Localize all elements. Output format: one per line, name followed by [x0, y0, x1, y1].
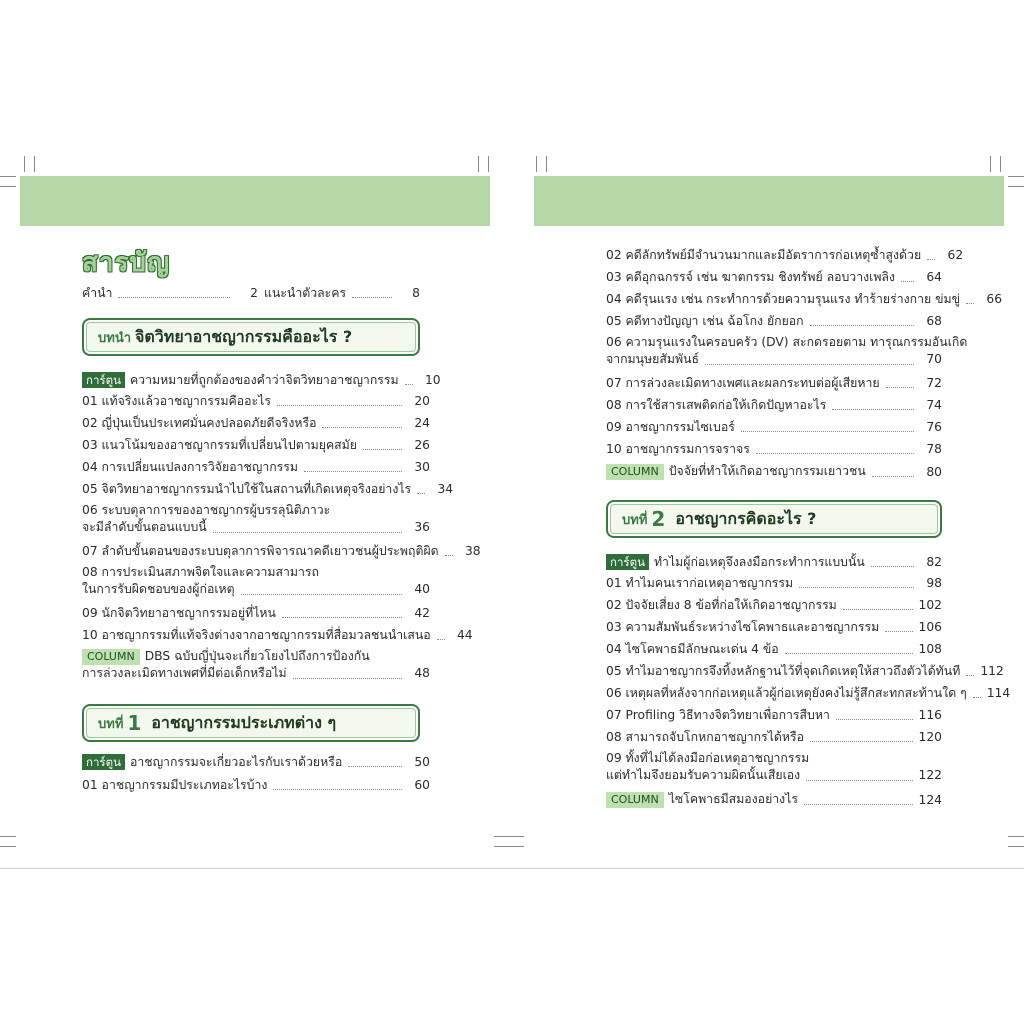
dot-leader: [705, 364, 914, 365]
toc-page: 48: [414, 666, 430, 680]
toc-label-continued: ในการรับผิดชอบของผู้ก่อเหตุ: [82, 582, 235, 596]
toc-label: 01 ทำไมคนเราก่อเหตุอาชญากรรม: [606, 576, 794, 590]
dot-leader: [304, 471, 402, 472]
toc-page: 2: [250, 286, 258, 300]
chapter-title: จิตวิทยาอาชญากรรมคืออะไร ?: [135, 326, 353, 346]
toc-label: 09 ทั้งที่ไม่ได้ลงมือก่อเหตุอาชญากรรม: [606, 751, 810, 765]
toc-label: 02 คดีลักทรัพย์มีจำนวนมากและมีอัตราการก่อเหตุซ้ำสูงด้วย: [606, 248, 922, 262]
toc-entry[interactable]: [606, 686, 1011, 701]
toc-page: 106: [918, 620, 942, 634]
dot-leader: [806, 780, 912, 781]
toc-page: 80: [926, 465, 942, 479]
toc-label: DBS ฉบับญี่ปุ่นจะเกี่ยวโยงไปถึงการป้องกัน: [144, 649, 370, 663]
toc-page: 24: [414, 416, 430, 430]
toc-entry[interactable]: [606, 420, 942, 435]
toc-label: 01 แท้จริงแล้วอาชญากรรมคืออะไร: [82, 394, 271, 408]
dot-leader: [966, 675, 974, 676]
crop-mark: [494, 846, 524, 847]
dot-leader: [756, 453, 914, 454]
toc-label: 08 การประเมินสภาพจิตใจและความสามารถ: [82, 565, 319, 579]
toc-page: 70: [926, 352, 942, 366]
crop-mark: [494, 836, 524, 837]
toc-label: 09 นักจิตวิทยาอาชญากรรมอยู่ที่ไหน: [82, 606, 276, 620]
dot-leader: [322, 427, 402, 428]
toc-page: 26: [414, 438, 430, 452]
toc-page: 116: [918, 708, 942, 722]
chapter-label: บทนำ: [98, 330, 132, 346]
dot-leader: [832, 409, 914, 410]
dot-leader: [810, 741, 913, 742]
toc-page: 64: [926, 270, 942, 284]
toc-page: 72: [926, 376, 942, 390]
toc-page: 20: [414, 394, 430, 408]
toc-label: 03 ความสัมพันธ์ระหว่างไซโคพาธและอาชญากรรม: [606, 620, 880, 634]
toc-entry[interactable]: [264, 286, 420, 301]
chapter-title: อาชญากรรมประเภทต่าง ๆ: [151, 712, 337, 732]
toc-label-continued: จากมนุษยสัมพันธ์: [606, 352, 700, 366]
dot-leader: [352, 297, 392, 298]
dot-leader: [405, 384, 413, 385]
toc-entry[interactable]: [82, 544, 481, 559]
toc-entry[interactable]: [606, 730, 942, 745]
toc-entry[interactable]: [606, 664, 1004, 679]
dot-leader: [118, 297, 230, 298]
toc-page: 122: [918, 768, 942, 782]
toc-page: 114: [986, 686, 1011, 700]
right-page: [534, 158, 1011, 868]
chapter-number: 1: [127, 711, 142, 735]
toc-entry[interactable]: [606, 248, 964, 263]
toc-page: 60: [414, 778, 430, 792]
toc-entry[interactable]: [82, 372, 441, 388]
toc-label: 08 การใช้สารเสพติดก่อให้เกิดปัญหาอะไร: [606, 398, 827, 412]
toc-label: แนะนำตัวละคร: [264, 286, 347, 300]
toc-page: 44: [456, 628, 473, 642]
toc-label: 04 การเปลี่ยนแปลงการวิจัยอาชญากรรม: [82, 460, 298, 474]
toc-entry[interactable]: [606, 792, 942, 808]
toc-label: ไซโคพาธมีสมองอย่างไร: [668, 792, 798, 806]
toc-entry[interactable]: [82, 502, 430, 536]
dot-leader: [872, 476, 914, 477]
chapter-title: อาชญากรคิดอะไร ?: [675, 508, 817, 528]
toc-label: 07 การล่วงละเมิดทางเพศและผลกระทบต่อผู้เสียหาย: [606, 376, 880, 390]
toc-entry[interactable]: [606, 464, 942, 480]
dot-leader: [282, 617, 402, 618]
crop-mark: [0, 176, 16, 177]
toc-entry[interactable]: [606, 270, 942, 285]
dot-leader: [804, 804, 913, 805]
dot-leader: [927, 259, 935, 260]
toc-entry[interactable]: [606, 642, 942, 657]
chapter-heading: [82, 704, 420, 742]
dot-leader: [273, 789, 402, 790]
toc-entry[interactable]: [606, 334, 968, 368]
crop-mark: [1008, 846, 1024, 847]
dot-leader: [871, 566, 914, 567]
toc-label: 07 ลำดับขั้นตอนของระบบตุลาการพิจารณาคดีเยาวชนผู้ประพฤติผิด: [82, 544, 439, 558]
column-tag: COLUMN: [606, 792, 664, 808]
toc-label: 10 อาชญากรรมที่แท้จริงต่างจากอาชญากรรมที่สื่อมวลชนนำเสนอ: [82, 628, 431, 642]
crop-mark: [1008, 176, 1024, 177]
toc-label: 02 ญี่ปุ่นเป็นประเทศมั่นคงปลอดภัยดีจริงหรือ: [82, 416, 317, 430]
toc-entry[interactable]: [82, 394, 430, 409]
dot-leader: [885, 631, 912, 632]
toc-entry[interactable]: [82, 460, 430, 475]
dot-leader: [363, 449, 402, 450]
cartoon-tag: การ์ตูน: [82, 372, 125, 388]
toc-entry[interactable]: [82, 416, 430, 431]
page-edge-line: [0, 868, 1024, 869]
toc-label: 05 จิตวิทยาอาชญากรรมนำไปใช้ในสถานที่เกิดเหตุจริงอย่างไร: [82, 482, 412, 496]
toc-page: 74: [926, 398, 942, 412]
toc-entry[interactable]: [606, 620, 942, 635]
toc-label: 03 แนวโน้มของอาชญากรรมที่เปลี่ยนไปตามยุคสมัย: [82, 438, 357, 452]
toc-label: 10 อาชญากรรมการจราจร: [606, 442, 750, 456]
chapter-label: บทที่: [98, 716, 124, 732]
toc-entry[interactable]: [82, 754, 430, 770]
toc-label-continued: แต่ทำไมจึงยอมรับความผิดนั้นเสียเอง: [606, 768, 801, 782]
left-page: [20, 158, 490, 868]
toc-entry[interactable]: [606, 398, 942, 413]
header-band: [534, 176, 1004, 226]
toc-page: 40: [414, 582, 430, 596]
toc-label: ปัจจัยที่ทำให้เกิดอาชญากรรมเยาวชน: [668, 464, 866, 478]
dot-leader: [277, 405, 402, 406]
column-tag: COLUMN: [82, 649, 140, 665]
toc-page: 50: [414, 755, 430, 769]
toc-label: 08 สามารถจับโกหกอาชญากรได้หรือ: [606, 730, 804, 744]
dot-leader: [437, 639, 445, 640]
toc-page: 108: [918, 642, 942, 656]
toc-entry[interactable]: [82, 286, 258, 301]
toc-entry[interactable]: [82, 482, 454, 497]
dot-leader: [973, 697, 981, 698]
dot-leader: [213, 532, 402, 533]
column-tag: COLUMN: [606, 464, 664, 480]
chapter-heading: [82, 318, 420, 356]
toc-page: 78: [926, 442, 942, 456]
toc-entry[interactable]: [606, 314, 942, 329]
toc-entry[interactable]: [82, 606, 430, 621]
toc-entry[interactable]: [82, 628, 473, 643]
toc-page: 98: [926, 576, 942, 590]
toc-page: 120: [918, 730, 942, 744]
toc-page: 34: [437, 482, 454, 496]
toc-entry[interactable]: [606, 292, 1003, 307]
dot-leader: [810, 325, 914, 326]
dot-leader: [785, 653, 913, 654]
dot-leader: [799, 587, 914, 588]
toc-label: 06 ความรุนแรงในครอบครัว (DV) สะกดรอยตาม ทารุณกรรมอันเกิด: [606, 335, 968, 349]
dot-leader: [741, 431, 914, 432]
toc-label: 04 คดีรุนแรง เช่น กระทำการด้วยความรุนแรง ทำร้ายร่างกาย ข่มขู่: [606, 292, 961, 306]
dot-leader: [348, 766, 402, 767]
toc-page: 76: [926, 420, 942, 434]
toc-page: 36: [414, 520, 430, 534]
dot-leader: [293, 678, 402, 679]
toc-entry[interactable]: [606, 376, 942, 391]
toc-page: 42: [414, 606, 430, 620]
toc-page: 10: [424, 373, 441, 387]
dot-leader: [886, 387, 914, 388]
crop-mark: [0, 846, 16, 847]
toc-page: 82: [926, 555, 942, 569]
toc-entry[interactable]: [606, 750, 942, 784]
toc-label: 02 ปัจจัยเสี่ยง 8 ข้อที่ก่อให้เกิดอาชญากรรม: [606, 598, 837, 612]
toc-page: 66: [986, 292, 1003, 306]
toc-page: 124: [918, 793, 942, 807]
dot-leader: [836, 719, 913, 720]
chapter-number: 2: [651, 507, 666, 531]
crop-mark: [0, 836, 16, 837]
toc-entry[interactable]: [82, 648, 430, 682]
dot-leader: [445, 555, 453, 556]
toc-label: 01 อาชญากรรมมีประเภทอะไรบ้าง: [82, 778, 268, 792]
cartoon-tag: การ์ตูน: [606, 554, 649, 570]
toc-page: 38: [464, 544, 481, 558]
toc-entry[interactable]: [606, 598, 942, 613]
toc-label-continued: จะมีลำดับขั้นตอนแบบนี้: [82, 520, 207, 534]
toc-page: 68: [926, 314, 942, 328]
toc-page: 102: [918, 598, 942, 612]
header-band: [20, 176, 490, 226]
toc-label: 04 ไซโคพาธมีลักษณะเด่น 4 ข้อ: [606, 642, 779, 656]
toc-label: 06 เหตุผลที่หลังจากก่อเหตุแล้วผู้ก่อเหตุยังคงไม่รู้สึกสะทกสะท้านใด ๆ: [606, 686, 967, 700]
chapter-heading: [606, 500, 942, 538]
dot-leader: [843, 609, 913, 610]
crop-mark: [0, 186, 16, 187]
toc-label: คำนำ: [82, 286, 113, 300]
crop-mark: [1008, 186, 1024, 187]
toc-page: 8: [412, 286, 420, 300]
page-title: สารบัญ: [82, 248, 171, 278]
toc-label: 06 ระบบตุลาการของอาชญากรผู้บรรลุนิติภาวะ: [82, 503, 331, 517]
toc-entry[interactable]: [606, 576, 942, 591]
toc-page: 30: [414, 460, 430, 474]
toc-label: 05 คดีทางปัญญา เช่น ฉ้อโกง ยักยอก: [606, 314, 804, 328]
cartoon-tag: การ์ตูน: [82, 754, 125, 770]
crop-mark: [1008, 836, 1024, 837]
dot-leader: [966, 303, 974, 304]
toc-entry[interactable]: [606, 708, 942, 723]
dot-leader: [901, 281, 914, 282]
toc-label: 09 อาชญากรรมไซเบอร์: [606, 420, 735, 434]
dot-leader: [241, 594, 402, 595]
toc-label-continued: การล่วงละเมิดทางเพศที่มีต่อเด็กหรือไม่: [82, 666, 287, 680]
toc-entry[interactable]: [82, 438, 430, 453]
chapter-label: บทที่: [622, 512, 648, 528]
toc-label: 05 ทำไมอาชญากรจึงทิ้งหลักฐานไว้ที่จุดเกิดเหตุให้สาวถึงตัวได้ทันที: [606, 664, 961, 678]
toc-label: ความหมายที่ถูกต้องของคำว่าจิตวิทยาอาชญากรรม: [129, 373, 399, 387]
toc-entry[interactable]: [606, 442, 942, 457]
toc-page: 62: [947, 248, 964, 262]
toc-label: ทำไมผู้ก่อเหตุจึงลงมือกระทำการแบบนั้น: [653, 555, 865, 569]
toc-entry[interactable]: [82, 564, 430, 598]
toc-label: อาชญากรรมจะเกี่ยวอะไรกับเราด้วยหรือ: [129, 755, 343, 769]
toc-label: 07 Profiling วิธีทางจิตวิทยาเพื่อการสืบหา: [606, 708, 830, 722]
toc-entry[interactable]: [606, 554, 942, 570]
toc-entry[interactable]: [82, 778, 430, 793]
toc-label: 03 คดีอุกฉกรรจ์ เช่น ฆาตกรรม ชิงทรัพย์ ลอบวางเพลิง: [606, 270, 895, 284]
dot-leader: [417, 493, 425, 494]
toc-page: 112: [980, 664, 1004, 678]
